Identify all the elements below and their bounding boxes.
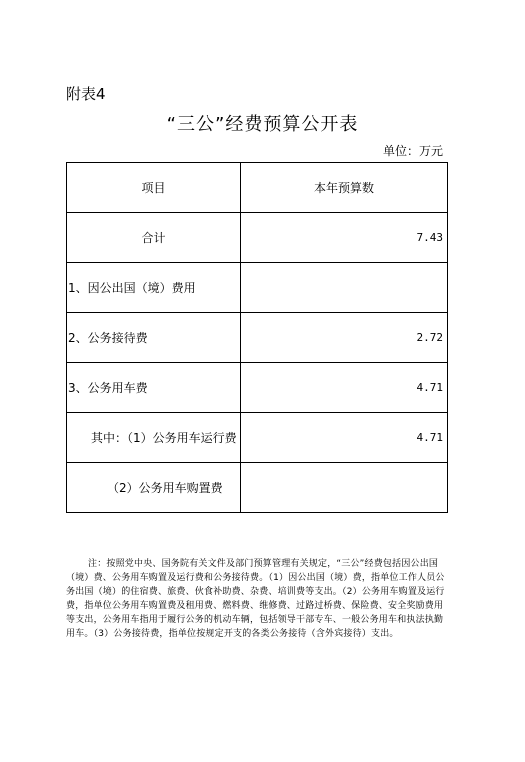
row-amount-value (241, 463, 448, 513)
row-amount-value: 2.72 (241, 313, 448, 363)
table-row-reception (67, 313, 448, 363)
table-header-row (67, 163, 448, 213)
row-amount-value (241, 263, 448, 313)
row-item-label: （2）公务用车购置费 (67, 463, 241, 513)
table-row-vehicle-operation (67, 413, 448, 463)
budget-table (66, 162, 448, 513)
row-item-label: 合计 (67, 213, 241, 263)
row-amount-value: 4.71 (241, 413, 448, 463)
row-item-label: 2、公务接待费 (67, 313, 241, 363)
table-row-total (67, 213, 448, 263)
row-item-label: 1、因公出国（境）费用 (67, 263, 241, 313)
page-title: “三公”经费预算公开表 (166, 114, 359, 135)
column-header-amount: 本年预算数 (241, 163, 448, 213)
row-item-label: 3、公务用车费 (67, 363, 241, 413)
row-item-label: 其中：（1）公务用车运行费 (67, 413, 241, 463)
table-row-vehicle (67, 363, 448, 413)
row-amount-value: 4.71 (241, 363, 448, 413)
table-row-vehicle-purchase (67, 463, 448, 513)
unit-label: 单位：万元 (382, 144, 443, 158)
row-amount-value: 7.43 (241, 213, 448, 263)
footnote: 注：按照党中央、国务院有关文件及部门预算管理有关规定，“三公”经费包括因公出国（境）费、公务用车购置及运行费和公务接待费。（1）因公出国（境）费，指单位工作人员公务出国（境）的住宿费、旅费、伙食补助费、杂费、培训费等支出。（2）公务用车购置及运行费，指单位公务用车购置费及租用费、燃料费、维修费、过路过桥费、保险费、安全奖励费用等支出，公务用车指用于履行公务的机动车辆，包括领导干部专车、一般公务用车和执法执勤用车。（3）公务接待费，指单位按规定开支的各类公务接待（含外宾接待）支出。 (66, 559, 445, 639)
column-header-item: 项目 (67, 163, 241, 213)
attachment-label: 附表4 (66, 85, 106, 103)
table-row-overseas (67, 263, 448, 313)
